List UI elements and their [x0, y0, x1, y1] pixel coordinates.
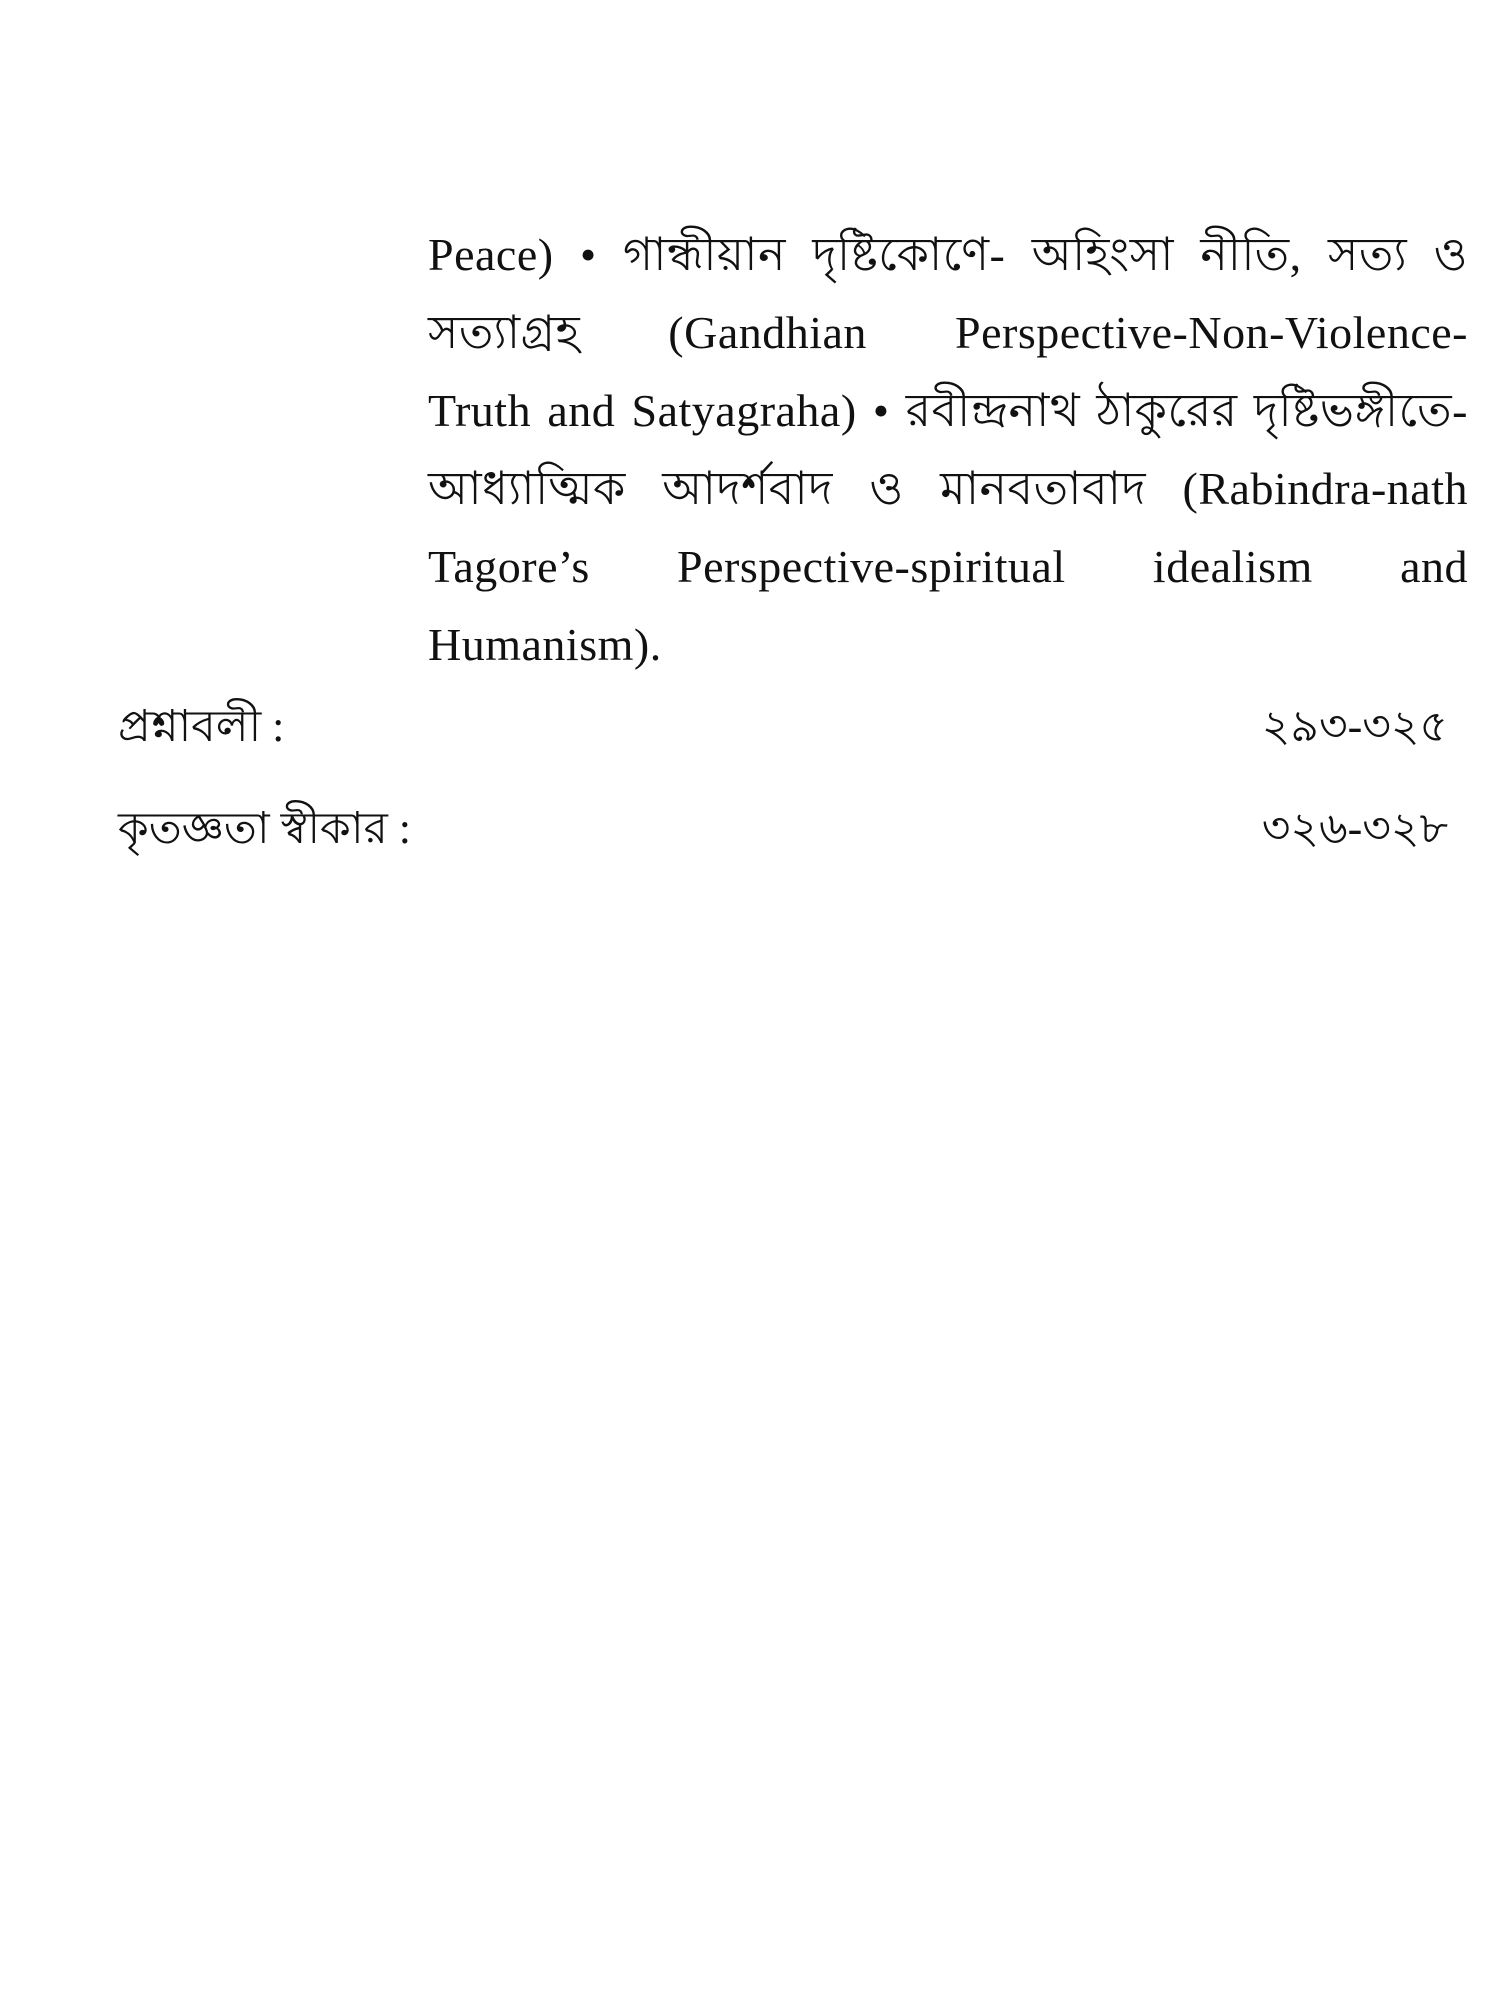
paragraph-line: Tagore’s Perspective-spiritual idealism and [428, 541, 1468, 592]
paragraph-line: Truth and Satyagraha) • রবীন্দ্রনাথ ঠাকুরের দৃষ্টিভঙ্গীতে- [428, 385, 1468, 436]
toc-entry-acknowledgement [118, 796, 1448, 866]
toc-entry-questions [118, 694, 1448, 764]
toc-entry-pages: ২৯৩-৩২৫ [1261, 701, 1448, 751]
paragraph-line: Peace) • গান্ধীয়ান দৃষ্টিকোণে- অহিংসা নীতি, সত্য ও [428, 229, 1468, 280]
toc-entry-label: কৃতজ্ঞতা স্বীকার : [118, 803, 412, 853]
paragraph-line: আধ্যাত্মিক আদর্শবাদ ও মানবতাবাদ (Rabindra-nath [428, 463, 1468, 514]
contents-paragraph [428, 216, 1468, 684]
paragraph-line: সত্যাগ্রহ (Gandhian Perspective-Non-Violence- [428, 307, 1468, 358]
toc-entry-label: প্রশ্নাবলী : [118, 701, 285, 751]
toc-entry-pages: ৩২৬-৩২৮ [1261, 803, 1448, 853]
paragraph-line: Humanism). [428, 619, 662, 670]
